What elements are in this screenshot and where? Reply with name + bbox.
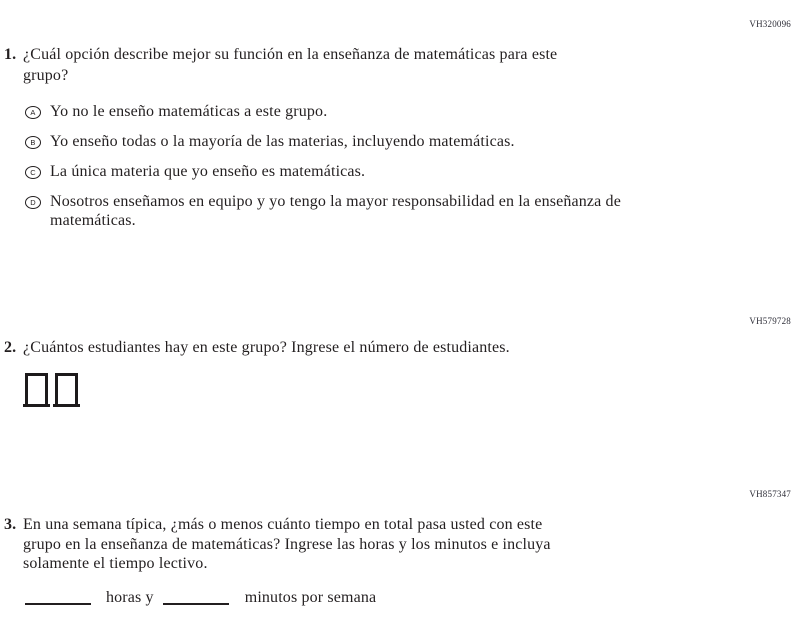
option-c-text [50,163,365,182]
option-a-text [50,103,327,122]
option-d-text-line-2: matemáticas. [50,211,136,229]
question-1-text-line-2: grupo? [23,66,69,84]
question-1-item-code: VH320096 [749,19,791,29]
question-3-text-line-1: En una semana típica, ¿más o menos cuánto tiempo en total pasa usted con este [23,516,543,533]
option-d-bubble[interactable] [25,196,41,209]
student-count-digit-box-2[interactable] [55,373,78,407]
question-1 [4,45,557,86]
option-b-text [50,133,515,152]
option-row-b [25,133,621,152]
question-1-text-line-1: ¿Cuál opción describe mejor su función en la enseñanza de matemáticas para este [23,46,558,63]
option-b-bubble[interactable] [25,136,41,149]
question-1-text [23,45,557,86]
question-2 [4,338,510,359]
hours-label: horas y [106,589,154,606]
question-2-text-line-1: ¿Cuántos estudiantes hay en este grupo? Ingrese el número de estudiantes. [23,339,510,356]
option-b-text-line-1: Yo enseño todas o la mayoría de las materias, incluyendo matemáticas. [50,133,515,150]
hours-blank-field[interactable] [25,602,91,605]
question-3-number: 3. [4,516,17,533]
question-3-text-line-2: grupo en la enseñanza de matemáticas? Ingrese las horas y los minutos e incluya [23,535,551,553]
option-c-letter: C [30,167,36,177]
option-a-letter: A [30,107,36,117]
option-c-bubble[interactable] [25,166,41,179]
option-a-text-line-1: Yo no le enseño matemáticas a este grupo. [50,103,328,120]
option-row-c [25,163,621,182]
question-1-number: 1. [4,46,17,63]
student-count-digit-box-1[interactable] [25,373,48,407]
question-3-text [23,515,551,574]
option-d-text-line-1: Nosotros enseñamos en equipo y yo tengo la mayor responsabilidad en la enseñanza de [50,193,621,210]
option-row-d [25,193,621,230]
question-2-text [23,338,510,359]
minutes-blank-field[interactable] [163,602,229,605]
option-c-text-line-1: La única materia que yo enseño es matemáticas. [50,163,366,180]
option-d-letter: D [30,197,36,207]
question-3-item-code: VH857347 [749,489,791,499]
question-3 [4,515,551,574]
option-row-a [25,103,621,122]
option-a-bubble[interactable] [25,106,41,119]
option-b-letter: B [30,137,36,147]
question-2-item-code: VH579728 [749,316,791,326]
question-3-text-line-3: solamente el tiempo lectivo. [23,555,208,572]
option-d-text [50,193,621,230]
student-count-entry [25,373,78,407]
question-2-number: 2. [4,339,17,356]
question-1-options [25,103,621,242]
minutes-label: minutos por semana [244,589,377,606]
time-per-week-answer-row [25,589,376,607]
